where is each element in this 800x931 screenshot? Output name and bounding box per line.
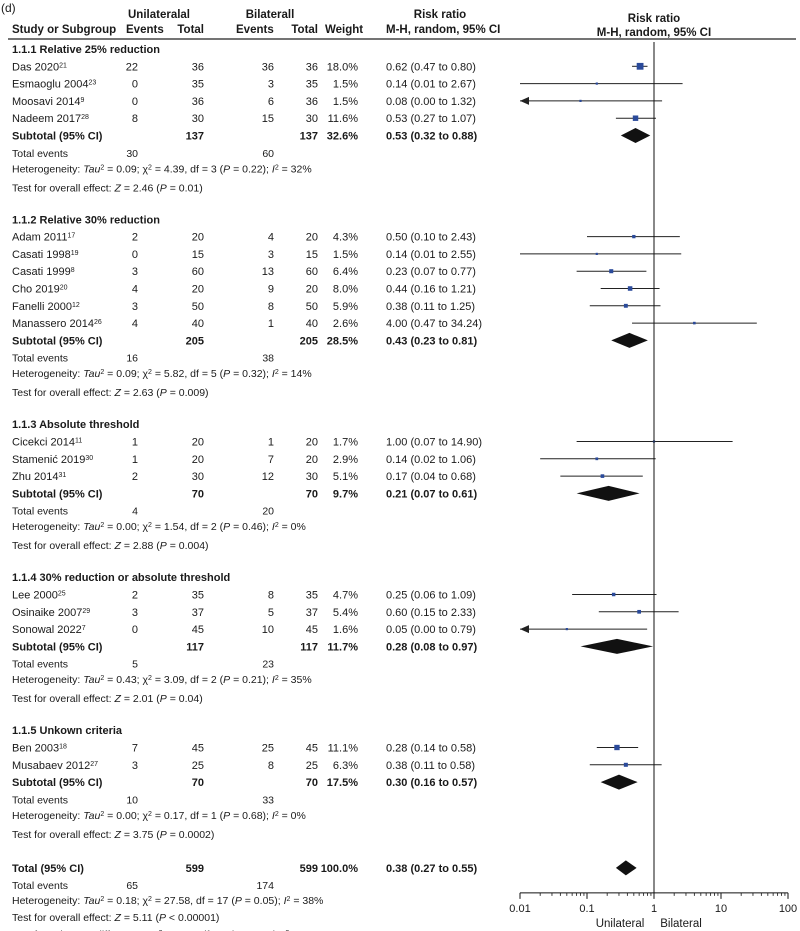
- risk-ratio-text: 0.08 (0.00 to 1.32): [386, 95, 476, 108]
- events-bilateral: 3: [267, 78, 274, 91]
- study-name: Zhu 2014$^{31}$: [12, 471, 67, 484]
- heterogeneity-text: Heterogeneity: Tau$^2$ = 0.09; $\chi^2 = 4.39$, df = 3 (P = 0.22); $I^2 = 32\%$: [12, 163, 312, 176]
- total-unilateral: 60: [191, 266, 204, 279]
- heterogeneity-text: Heterogeneity: Tau$^2$ = 0.09; $\chi^2 = 5.82$, df = 5 (P = 0.32); $I^2 = 14\%$: [12, 368, 312, 381]
- risk-ratio-text: 0.14 (0.02 to 1.06): [386, 453, 476, 466]
- total-unilateral: 20: [191, 231, 204, 244]
- subtotal-label: Subtotal (95% CI): [12, 488, 103, 501]
- risk-ratio-text: 0.50 (0.10 to 2.43): [386, 231, 476, 244]
- weight-value: 4.7%: [332, 589, 358, 602]
- weight-value: 6.3%: [332, 759, 358, 772]
- events-unilateral: 2: [131, 589, 138, 602]
- risk-ratio-text: 0.38 (0.11 to 0.58): [386, 759, 476, 772]
- subtotal-total-unilateral: 137: [185, 130, 204, 143]
- point-estimate: [637, 63, 644, 70]
- risk-ratio-text: 1.00 (0.07 to 14.90): [386, 436, 483, 449]
- subtotal-label: Subtotal (95% CI): [12, 130, 103, 143]
- point-estimate: [632, 235, 635, 238]
- header-total2: Total: [291, 24, 318, 36]
- events-unilateral: 22: [125, 61, 138, 74]
- overall-effect-text: Test for overall effect: Z = 3.75 (P = 0.0002): [12, 828, 215, 841]
- subtotal-weight: 28.5%: [326, 335, 358, 348]
- subtotal-total-unilateral: 70: [191, 777, 204, 790]
- subtotal-weight: 11.7%: [327, 641, 358, 654]
- events-bilateral: 15: [261, 113, 274, 126]
- total-unilateral: 25: [191, 759, 204, 772]
- point-estimate: [624, 304, 628, 308]
- risk-ratio-text: 0.23 (0.07 to 0.77): [386, 266, 476, 279]
- events-unilateral: 3: [131, 759, 138, 772]
- panel-label: (d): [1, 1, 16, 15]
- total-unilateral: 30: [191, 471, 204, 484]
- events-unilateral: 0: [131, 78, 138, 91]
- total-unilateral: 35: [191, 78, 204, 91]
- overall-effect-text: Test for overall effect: Z = 2.88 (P = 0.004): [12, 540, 209, 553]
- subtotal-total-bilateral: 70: [305, 777, 318, 790]
- total-unilateral: 15: [191, 248, 204, 261]
- heterogeneity-text: Heterogeneity: Tau$^2$ = 0.00; $\chi^2 = 0.17$, df = 1 (P = 0.68); $I^2 = 0\%$: [12, 809, 306, 822]
- risk-ratio-text: 4.00 (0.47 to 34.24): [386, 318, 483, 331]
- overall-total-bilateral: 599: [299, 862, 318, 875]
- total-bilateral: 20: [305, 283, 318, 296]
- overall-effect-text: Test for overall effect: Z = 5.11 (P < 0.00001): [12, 912, 220, 925]
- subtotal-total-unilateral: 70: [191, 488, 204, 501]
- total-unilateral: 50: [191, 300, 204, 313]
- total-unilateral: 20: [191, 436, 204, 449]
- risk-ratio-text: 0.25 (0.06 to 1.09): [386, 589, 476, 602]
- point-estimate: [633, 115, 638, 120]
- ci-arrow-left: [520, 97, 529, 105]
- events-unilateral: 3: [131, 266, 138, 279]
- point-estimate: [579, 100, 581, 102]
- tick-label: 1: [650, 902, 658, 915]
- x-axis: [509, 42, 797, 930]
- header-total1: Total: [177, 24, 204, 36]
- overall-risk-ratio: 0.38 (0.27 to 0.55): [386, 862, 478, 875]
- events-bilateral: 5: [267, 606, 274, 619]
- total-events-bilateral: 20: [262, 505, 274, 518]
- point-estimate: [614, 745, 619, 750]
- events-unilateral: 2: [131, 471, 138, 484]
- total-events-label: Total events: [12, 352, 69, 365]
- events-unilateral: 4: [131, 318, 138, 331]
- study-name: Cho 2019$^{20}$: [12, 283, 68, 296]
- point-estimate: [595, 457, 598, 460]
- point-estimate: [566, 628, 568, 630]
- overall-weight: 100.0%: [320, 862, 358, 875]
- events-bilateral: 4: [267, 231, 274, 244]
- header-group2: Bilaterall: [245, 9, 295, 21]
- total-bilateral: 25: [305, 759, 318, 772]
- subtotal-risk-ratio: 0.53 (0.32 to 0.88): [386, 130, 478, 143]
- events-unilateral: 3: [131, 606, 138, 619]
- weight-value: 5.1%: [332, 471, 358, 484]
- events-unilateral: 7: [131, 742, 138, 755]
- events-bilateral: 9: [267, 283, 274, 296]
- events-bilateral: 1: [267, 436, 274, 449]
- heterogeneity-text: Heterogeneity: Tau$^2$ = 0.18; $\chi^2 = 27.58$, df = 17 (P = 0.05); $I^2 = 38\%$: [12, 895, 324, 908]
- risk-ratio-text: 0.53 (0.27 to 1.07): [386, 113, 476, 126]
- subgroup-title: 1.1.1 Relative 25% reduction: [12, 44, 160, 56]
- tick-label: 0.01: [509, 902, 531, 915]
- events-bilateral: 12: [261, 471, 274, 484]
- total-bilateral: 60: [305, 266, 318, 279]
- weight-value: 1.5%: [332, 95, 358, 108]
- favours-bilateral-label: Bilateral: [660, 917, 702, 930]
- overall-total-events-label: Total events: [12, 880, 69, 893]
- events-bilateral: 1: [267, 318, 274, 331]
- point-estimate: [596, 83, 598, 85]
- pooled-diamond: [611, 333, 648, 348]
- risk-ratio-text: 0.44 (0.16 to 1.21): [386, 283, 476, 296]
- point-estimate: [596, 253, 598, 255]
- study-name: Nadeem 2017$^{28}$: [12, 113, 89, 126]
- point-estimate: [624, 763, 628, 767]
- weight-value: 2.6%: [332, 318, 358, 331]
- total-bilateral: 20: [305, 453, 318, 466]
- overall-effect-text: Test for overall effect: Z = 2.63 (P = 0.009): [12, 387, 209, 400]
- events-bilateral: 6: [267, 95, 274, 108]
- subtotal-risk-ratio: 0.30 (0.16 to 0.57): [386, 777, 478, 790]
- subtotal-weight: 17.5%: [326, 777, 358, 790]
- study-name: Musabaev 2012$^{27}$: [12, 759, 99, 772]
- study-name: Osinaike 2007$^{29}$: [12, 606, 91, 619]
- study-name: Fanelli 2000$^{12}$: [12, 300, 80, 313]
- total-events-unilateral: 10: [126, 794, 138, 807]
- weight-value: 18.0%: [326, 61, 358, 74]
- events-unilateral: 1: [131, 436, 138, 449]
- total-bilateral: 40: [305, 318, 318, 331]
- events-bilateral: 25: [261, 742, 274, 755]
- events-unilateral: 4: [131, 283, 138, 296]
- study-name: Casati 1998$^{19}$: [12, 248, 79, 261]
- subtotal-total-unilateral: 117: [186, 641, 204, 654]
- weight-value: 11.1%: [327, 742, 358, 755]
- subtotal-risk-ratio: 0.43 (0.23 to 0.81): [386, 335, 478, 348]
- weight-value: 1.7%: [332, 436, 358, 449]
- pooled-diamond: [577, 486, 640, 501]
- total-bilateral: 15: [305, 248, 318, 261]
- total-bilateral: 35: [305, 589, 318, 602]
- total-unilateral: 20: [191, 453, 204, 466]
- header-plot-method: M-H, random, 95% CI: [596, 27, 712, 39]
- total-bilateral: 37: [305, 606, 318, 619]
- total-events-bilateral: 60: [262, 147, 274, 160]
- heterogeneity-text: Heterogeneity: Tau$^2$ = 0.00; $\chi^2 = 1.54$, df = 2 (P = 0.46); $I^2 = 0\%$: [12, 521, 306, 534]
- risk-ratio-text: 0.14 (0.01 to 2.55): [386, 248, 476, 261]
- risk-ratio-text: 0.38 (0.11 to 1.25): [386, 300, 476, 313]
- pooled-diamond: [616, 860, 637, 875]
- header-rr-title: Risk ratio: [413, 9, 467, 21]
- events-bilateral: 10: [261, 624, 274, 637]
- events-unilateral: 1: [131, 453, 138, 466]
- total-events-bilateral: 38: [262, 352, 274, 365]
- point-estimate: [612, 593, 615, 596]
- total-events-bilateral: 33: [262, 794, 274, 807]
- events-bilateral: 3: [267, 248, 274, 261]
- events-bilateral: 7: [267, 453, 274, 466]
- events-unilateral: 0: [131, 95, 138, 108]
- subtotal-total-bilateral: 205: [299, 335, 318, 348]
- subtotal-total-bilateral: 117: [300, 641, 318, 654]
- tick-label: 10: [714, 902, 728, 915]
- header-weight: Weight: [325, 24, 364, 36]
- total-unilateral: 35: [191, 589, 204, 602]
- events-unilateral: 0: [131, 624, 138, 637]
- total-bilateral: 20: [305, 231, 318, 244]
- study-name: Stamenić 2019$^{30}$: [12, 453, 94, 466]
- heterogeneity-text: Heterogeneity: Tau$^2$ = 0.43; $\chi^2 = 3.09$, df = 2 (P = 0.21); $I^2 = 35\%$: [12, 674, 312, 687]
- total-events-label: Total events: [12, 794, 69, 807]
- overall-total-unilateral: 599: [185, 862, 204, 875]
- subtotal-label: Subtotal (95% CI): [12, 777, 103, 790]
- tick-label: 0.1: [579, 902, 595, 915]
- tick-label: 100: [778, 902, 798, 915]
- events-bilateral: 8: [267, 589, 274, 602]
- weight-value: 1.5%: [332, 248, 358, 261]
- total-events-label: Total events: [12, 658, 69, 671]
- events-unilateral: 8: [131, 113, 138, 126]
- study-name: Sonowal 2022$^7$: [12, 624, 86, 637]
- total-bilateral: 35: [305, 78, 318, 91]
- subgroup-title: 1.1.4 30% reduction or absolute threshold: [12, 572, 231, 585]
- total-events-unilateral: 5: [132, 658, 138, 671]
- events-bilateral: 36: [261, 61, 274, 74]
- total-events-unilateral: 4: [132, 505, 138, 518]
- overall-effect-text: Test for overall effect: Z = 2.01 (P = 0.04): [12, 693, 203, 706]
- subtotal-label: Subtotal (95% CI): [12, 641, 103, 654]
- weight-value: 8.0%: [332, 283, 358, 296]
- total-unilateral: 36: [191, 95, 204, 108]
- total-unilateral: 45: [191, 624, 204, 637]
- study-name: Manassero 2014$^{26}$: [12, 318, 102, 331]
- events-bilateral: 8: [267, 759, 274, 772]
- favours-unilateral-label: Unilateral: [595, 917, 645, 930]
- study-name: Casati 1999$^8$: [12, 266, 75, 279]
- point-estimate: [601, 474, 605, 478]
- events-unilateral: 3: [131, 300, 138, 313]
- point-estimate: [637, 610, 641, 614]
- total-bilateral: 30: [305, 471, 318, 484]
- study-name: Esmaoglu 2004$^{23}$: [12, 78, 97, 91]
- weight-value: 1.6%: [332, 624, 358, 637]
- header-events2: Events: [236, 24, 274, 36]
- header-rr-method: M-H, random, 95% CI: [386, 24, 501, 36]
- risk-ratio-text: 0.62 (0.47 to 0.80): [386, 61, 476, 74]
- point-estimate: [693, 322, 696, 325]
- overall-events-unilateral: 65: [126, 880, 138, 893]
- total-events-unilateral: 16: [126, 352, 138, 365]
- total-bilateral: 20: [305, 436, 318, 449]
- weight-value: 4.3%: [332, 231, 358, 244]
- study-name: Das 2020$^{21}$: [12, 61, 67, 74]
- total-unilateral: 36: [191, 61, 204, 74]
- subgroup-title: 1.1.2 Relative 30% reduction: [12, 214, 160, 227]
- header-events1: Events: [126, 24, 164, 36]
- total-unilateral: 45: [191, 742, 204, 755]
- events-unilateral: 0: [131, 248, 138, 261]
- total-bilateral: 45: [305, 624, 318, 637]
- weight-value: 11.6%: [327, 113, 358, 126]
- total-unilateral: 30: [191, 113, 204, 126]
- subtotal-risk-ratio: 0.28 (0.08 to 0.97): [386, 641, 478, 654]
- overall-events-bilateral: 174: [256, 880, 274, 893]
- total-bilateral: 45: [305, 742, 318, 755]
- total-unilateral: 37: [191, 606, 204, 619]
- weight-value: 5.4%: [332, 606, 358, 619]
- header-study: Study or Subgroup: [12, 24, 117, 36]
- subtotal-risk-ratio: 0.21 (0.07 to 0.61): [386, 488, 478, 501]
- total-unilateral: 20: [191, 283, 204, 296]
- total-bilateral: 30: [305, 113, 318, 126]
- study-name: Cicekci 2014$^{11}$: [12, 436, 83, 449]
- total-unilateral: 40: [191, 318, 204, 331]
- risk-ratio-text: 0.14 (0.01 to 2.67): [386, 78, 476, 91]
- risk-ratio-text: 0.17 (0.04 to 0.68): [386, 471, 476, 484]
- subtotal-weight: 9.7%: [332, 488, 358, 501]
- risk-ratio-text: 0.60 (0.15 to 2.33): [386, 606, 476, 619]
- weight-value: 1.5%: [332, 78, 358, 91]
- events-bilateral: 8: [267, 300, 274, 313]
- overall-effect-text: Test for overall effect: Z = 2.46 (P = 0.01): [12, 182, 203, 195]
- pooled-diamond: [601, 775, 638, 790]
- forest-rows: [12, 44, 757, 931]
- events-bilateral: 13: [261, 266, 274, 279]
- weight-value: 2.9%: [332, 453, 358, 466]
- total-events-label: Total events: [12, 147, 69, 160]
- study-name: Ben 2003$^{18}$: [12, 742, 67, 755]
- risk-ratio-text: 0.28 (0.14 to 0.58): [386, 742, 476, 755]
- total-bilateral: 36: [305, 95, 318, 108]
- subtotal-weight: 32.6%: [326, 130, 358, 143]
- point-estimate: [609, 269, 613, 273]
- ci-arrow-left: [520, 625, 529, 633]
- header-plot-title: Risk ratio: [627, 13, 681, 25]
- header-group1: Unilateralal: [128, 9, 190, 21]
- subtotal-total-bilateral: 70: [305, 488, 318, 501]
- subtotal-total-bilateral: 137: [299, 130, 318, 143]
- study-name: Moosavi 2014$^9$: [12, 95, 85, 108]
- point-estimate: [628, 286, 633, 291]
- weight-value: 5.9%: [332, 300, 358, 313]
- total-events-label: Total events: [12, 505, 69, 518]
- study-name: Lee 2000$^{25}$: [12, 589, 66, 602]
- subgroup-title: 1.1.5 Unkown criteria: [12, 725, 123, 738]
- study-name: Adam 2011$^{17}$: [12, 231, 76, 244]
- weight-value: 6.4%: [332, 266, 358, 279]
- total-events-unilateral: 30: [126, 147, 138, 160]
- total-bilateral: 50: [305, 300, 318, 313]
- risk-ratio-text: 0.05 (0.00 to 0.79): [386, 624, 476, 637]
- overall-label: Total (95% CI): [12, 862, 84, 875]
- total-bilateral: 36: [305, 61, 318, 74]
- total-events-bilateral: 23: [262, 658, 274, 671]
- pooled-diamond: [621, 128, 650, 143]
- events-unilateral: 2: [131, 231, 138, 244]
- pooled-diamond: [581, 639, 654, 654]
- subgroup-title: 1.1.3 Absolute threshold: [12, 419, 140, 432]
- subtotal-total-unilateral: 205: [185, 335, 204, 348]
- subtotal-label: Subtotal (95% CI): [12, 335, 103, 348]
